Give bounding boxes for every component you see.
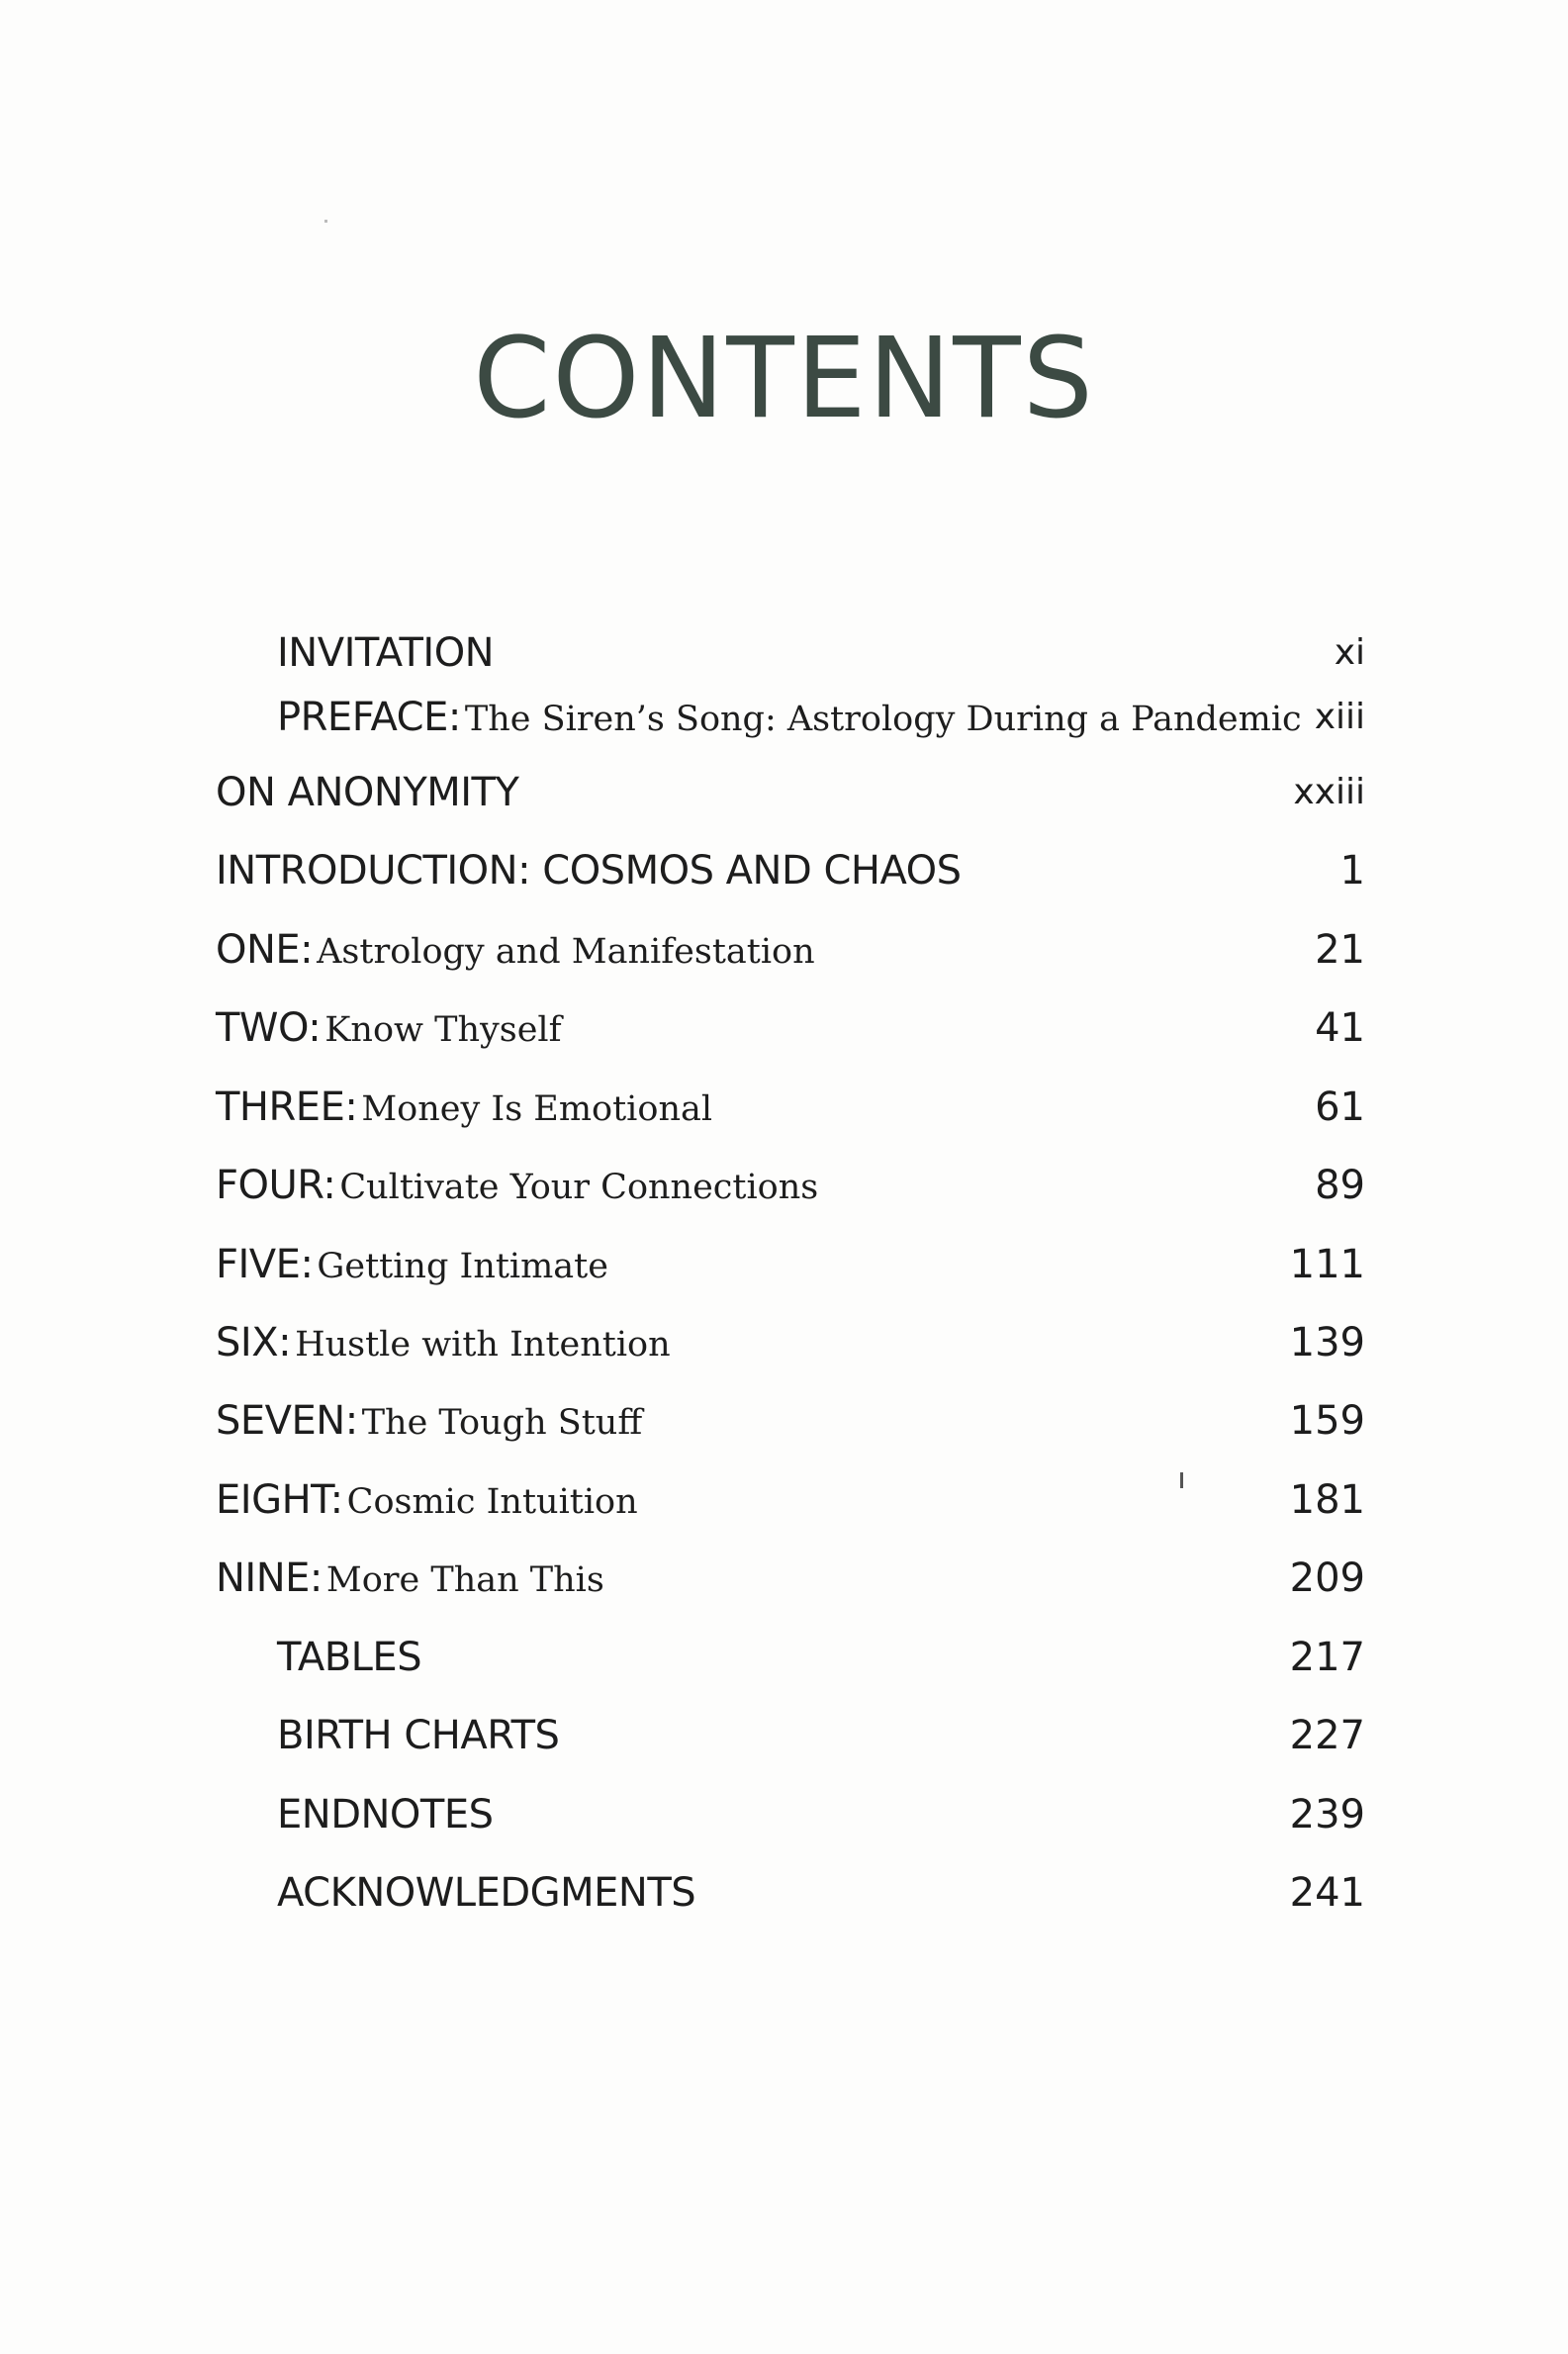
- toc-entry-chapter-eight[interactable]: [216, 1470, 638, 1530]
- toc-page-number: xiii: [1314, 697, 1365, 737]
- toc-page-number: 209: [1289, 1555, 1365, 1601]
- toc-page-number: 61: [1315, 1084, 1365, 1130]
- toc-entry-subtitle: Money Is Emotional: [361, 1089, 713, 1129]
- toc-entry-label: INTRODUCTION: COSMOS AND CHAOS: [216, 848, 962, 894]
- toc-page-number: 217: [1289, 1635, 1365, 1680]
- toc-entry-label: BIRTH CHARTS: [277, 1713, 560, 1758]
- toc-entry-subtitle: More Than This: [325, 1560, 604, 1600]
- toc-entry-chapter-four[interactable]: [216, 1156, 818, 1215]
- toc-page-number: 139: [1289, 1320, 1365, 1365]
- toc-page-number: 89: [1315, 1163, 1365, 1208]
- toc-entry-label: FOUR:: [216, 1163, 336, 1208]
- toc-entry-label: EIGHT:: [216, 1477, 343, 1523]
- toc-entry-chapter-three[interactable]: [216, 1078, 712, 1137]
- toc-entry-label: ACKNOWLEDGMENTS: [277, 1870, 696, 1916]
- toc-entry-label: ON ANONYMITY: [216, 770, 519, 815]
- toc-entry-subtitle: Astrology and Manifestation: [317, 932, 815, 972]
- toc-entry-label: NINE:: [216, 1555, 323, 1601]
- toc-page-number: 111: [1289, 1242, 1365, 1287]
- toc-entry-tables[interactable]: [277, 1628, 421, 1687]
- toc-entry-label: THREE:: [216, 1084, 358, 1130]
- toc-page-number: 41: [1315, 1005, 1365, 1051]
- toc-entry-subtitle: Cultivate Your Connections: [339, 1168, 819, 1207]
- toc-page-number: 227: [1289, 1713, 1365, 1758]
- toc-entry-invitation[interactable]: [277, 623, 494, 683]
- scan-speck: [1180, 1472, 1183, 1488]
- toc-entry-chapter-two[interactable]: [216, 998, 562, 1058]
- toc-entry-label: TWO:: [216, 1005, 322, 1051]
- toc-entry-label: PREFACE:: [277, 695, 461, 740]
- toc-entry-subtitle: Getting Intimate: [317, 1247, 608, 1286]
- toc-entry-on-anonymity[interactable]: [216, 763, 518, 822]
- toc-entry-preface[interactable]: [277, 688, 1302, 747]
- toc-entry-subtitle: The Siren’s Song: Astrology During a Pandemic: [464, 700, 1302, 739]
- toc-entry-label: ONE:: [216, 927, 314, 973]
- toc-entry-subtitle: Know Thyself: [324, 1010, 562, 1050]
- scan-speck: [324, 220, 327, 223]
- toc-entry-subtitle: The Tough Stuff: [361, 1403, 643, 1443]
- toc-page-number: xi: [1334, 632, 1365, 673]
- toc-entry-acknowledgments[interactable]: [277, 1863, 695, 1923]
- toc-entry-label: FIVE:: [216, 1242, 314, 1287]
- toc-page-number: 21: [1315, 927, 1365, 973]
- toc-page-number: 1: [1339, 848, 1365, 894]
- toc-entry-label: INVITATION: [277, 630, 495, 676]
- toc-entry-introduction[interactable]: [216, 841, 962, 900]
- toc-entry-label: ENDNOTES: [277, 1792, 494, 1837]
- toc-page-number: 181: [1289, 1477, 1365, 1523]
- toc-entry-chapter-seven[interactable]: [216, 1391, 642, 1451]
- toc-page-number: 239: [1289, 1792, 1365, 1837]
- toc-entry-subtitle: Hustle with Intention: [295, 1325, 671, 1365]
- page-title: CONTENTS: [473, 315, 1095, 443]
- toc-entry-subtitle: Cosmic Intuition: [346, 1482, 638, 1522]
- toc-entry-label: SEVEN:: [216, 1398, 358, 1444]
- toc-page-number: xxiii: [1293, 772, 1365, 812]
- toc-entry-birth-charts[interactable]: [277, 1706, 559, 1765]
- toc-entry-label: SIX:: [216, 1320, 292, 1365]
- toc-entry-chapter-five[interactable]: [216, 1235, 608, 1294]
- toc-entry-chapter-six[interactable]: [216, 1313, 671, 1372]
- toc-entry-endnotes[interactable]: [277, 1785, 494, 1844]
- toc-entry-label: TABLES: [277, 1635, 422, 1680]
- toc-entry-chapter-one[interactable]: [216, 920, 815, 980]
- toc-entry-chapter-nine[interactable]: [216, 1549, 604, 1608]
- toc-page-number: 241: [1289, 1870, 1365, 1916]
- toc-page-number: 159: [1289, 1398, 1365, 1444]
